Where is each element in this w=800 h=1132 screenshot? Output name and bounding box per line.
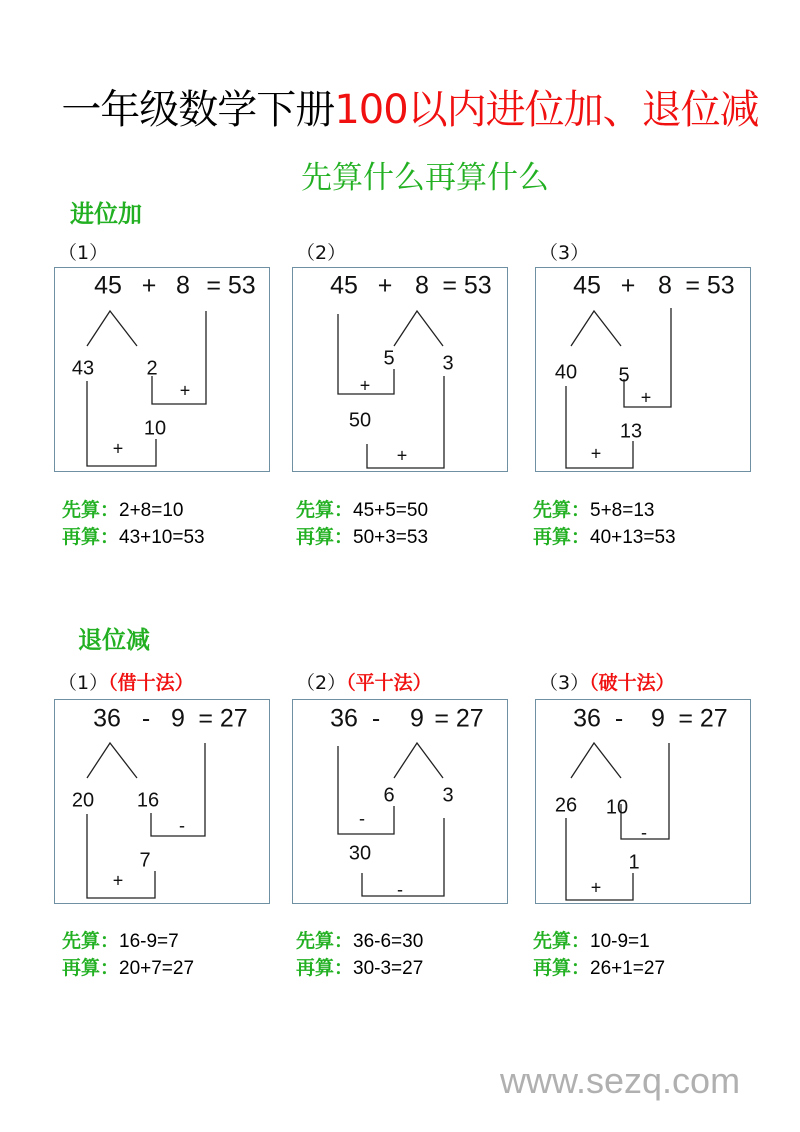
split-branch [87, 311, 137, 346]
problem-number: （2） [296, 242, 347, 264]
first-step-value: 45+5=50 [353, 500, 429, 521]
node-number: 2 [146, 357, 158, 380]
page-title [0, 78, 800, 135]
step-operator: + [640, 387, 652, 408]
then-step-value: 30-3=27 [353, 958, 424, 979]
node-number: 16 [136, 789, 160, 812]
then-step [533, 955, 665, 982]
first-step-value: 2+8=10 [119, 500, 184, 521]
equation-operand-a: 45 [330, 271, 358, 300]
method-name: （借十法） [108, 672, 194, 694]
first-step [62, 928, 194, 955]
equation-operator: + [141, 271, 157, 300]
node-number: 10 [605, 796, 629, 819]
node-number: 7 [139, 849, 151, 872]
bracket-line [362, 818, 444, 896]
equation-operator: - [614, 704, 624, 733]
equation-operand-a: 45 [94, 271, 122, 300]
problem-label [296, 238, 346, 265]
step-operator: + [359, 375, 371, 396]
equation-operand-b: 9 [651, 704, 665, 733]
problem-label [296, 668, 432, 695]
first-step-label: 先算： [296, 499, 354, 521]
decomposition-diagram [54, 699, 270, 904]
split-branch [394, 743, 443, 778]
problem-number: （2） [296, 672, 347, 694]
step-operator: + [396, 445, 408, 466]
equation-operand-b: 9 [410, 704, 424, 733]
problem-label [58, 238, 108, 265]
then-step-label: 再算： [62, 957, 120, 979]
then-step [296, 955, 423, 982]
node-number: 26 [554, 794, 578, 817]
node-number: 30 [348, 842, 372, 865]
node-number: 5 [383, 347, 395, 370]
then-step-value: 40+13=53 [590, 527, 676, 548]
equation-operator: - [141, 704, 151, 733]
equation-result: = 27 [198, 704, 248, 733]
first-step-value: 36-6=30 [353, 931, 424, 952]
equation-result: = 53 [685, 271, 735, 300]
first-step-value: 16-9=7 [119, 931, 179, 952]
node-number: 43 [71, 357, 95, 380]
then-step-label: 再算： [533, 526, 591, 548]
method-name: （破十法） [589, 672, 675, 694]
method-name: （平十法） [346, 672, 432, 694]
decomposition-diagram [292, 699, 508, 904]
equation-operator: - [371, 704, 381, 733]
equation-result: = 53 [442, 271, 492, 300]
equation-operand-b: 8 [658, 271, 672, 300]
first-step-label: 先算： [533, 499, 591, 521]
first-step-value: 10-9=1 [590, 931, 650, 952]
equation-operand-b: 9 [171, 704, 185, 733]
problem-number: （3） [539, 242, 590, 264]
then-step-label: 再算： [62, 526, 120, 548]
then-step-label: 再算： [533, 957, 591, 979]
equation-operator: + [377, 271, 393, 300]
step-operator: + [590, 443, 602, 464]
problem-number: （3） [539, 672, 590, 694]
equation-result: = 53 [206, 271, 256, 300]
subtitle: 先算什么再算什么 [301, 160, 549, 196]
section-heading-subtraction: 退位减 [78, 625, 150, 654]
equation-operand-a: 45 [573, 271, 601, 300]
node-number: 6 [383, 784, 395, 807]
equation-operand-a: 36 [330, 704, 358, 733]
equation-result: = 27 [434, 704, 484, 733]
node-number: 10 [143, 417, 167, 440]
split-branch [571, 743, 621, 778]
decomposition-diagram [535, 267, 751, 472]
node-number: 3 [442, 352, 454, 375]
then-step-value: 43+10=53 [119, 527, 205, 548]
step-operator: + [112, 438, 124, 459]
first-step-label: 先算： [533, 930, 591, 952]
step-operator: + [590, 877, 602, 898]
step-operator: - [179, 815, 185, 836]
first-step-label: 先算： [296, 930, 354, 952]
then-step [62, 524, 205, 551]
then-step-value: 20+7=27 [119, 958, 195, 979]
problem-label [539, 238, 589, 265]
steps-explanation [62, 928, 194, 982]
then-step-value: 50+3=53 [353, 527, 429, 548]
node-number: 50 [348, 409, 372, 432]
then-step-label: 再算： [296, 957, 354, 979]
decomposition-diagram [54, 267, 270, 472]
problem-number: （1） [58, 242, 109, 264]
first-step-value: 5+8=13 [590, 500, 655, 521]
steps-explanation [296, 497, 428, 551]
node-number: 1 [628, 851, 640, 874]
then-step [62, 955, 194, 982]
problem-label [58, 668, 194, 695]
title-red: 100以内进位加、退位减 [334, 87, 759, 133]
then-step-label: 再算： [296, 526, 354, 548]
then-step [296, 524, 428, 551]
step-operator: + [112, 870, 124, 891]
node-number: 40 [554, 361, 578, 384]
decomposition-diagram [292, 267, 508, 472]
node-number: 13 [619, 420, 643, 443]
then-step-value: 26+1=27 [590, 958, 666, 979]
problem-label [539, 668, 675, 695]
equation-operand-a: 36 [573, 704, 601, 733]
step-operator: - [397, 879, 403, 900]
step-operator: - [359, 808, 365, 829]
node-number: 20 [71, 789, 95, 812]
steps-explanation [296, 928, 423, 982]
section-heading-addition: 进位加 [70, 199, 142, 228]
title-black: 一年级数学下册 [61, 87, 335, 133]
step-operator: + [179, 380, 191, 401]
first-step [533, 928, 665, 955]
first-step [62, 497, 205, 524]
split-branch [87, 743, 137, 778]
step-operator: - [641, 822, 647, 843]
split-branch [571, 311, 621, 346]
problem-number: （1） [58, 672, 109, 694]
node-number: 5 [618, 364, 630, 387]
steps-explanation [533, 497, 676, 551]
decomposition-diagram [535, 699, 751, 904]
then-step [533, 524, 676, 551]
first-step [296, 928, 423, 955]
equation-operand-a: 36 [93, 704, 121, 733]
first-step [533, 497, 676, 524]
split-branch [394, 311, 443, 346]
equation-result: = 27 [678, 704, 728, 733]
first-step-label: 先算： [62, 499, 120, 521]
equation-operand-b: 8 [176, 271, 190, 300]
steps-explanation [62, 497, 205, 551]
node-number: 3 [442, 784, 454, 807]
watermark: www.sezq.com [500, 1060, 741, 1101]
first-step [296, 497, 428, 524]
first-step-label: 先算： [62, 930, 120, 952]
equation-operator: + [620, 271, 636, 300]
equation-operand-b: 8 [415, 271, 429, 300]
steps-explanation [533, 928, 665, 982]
